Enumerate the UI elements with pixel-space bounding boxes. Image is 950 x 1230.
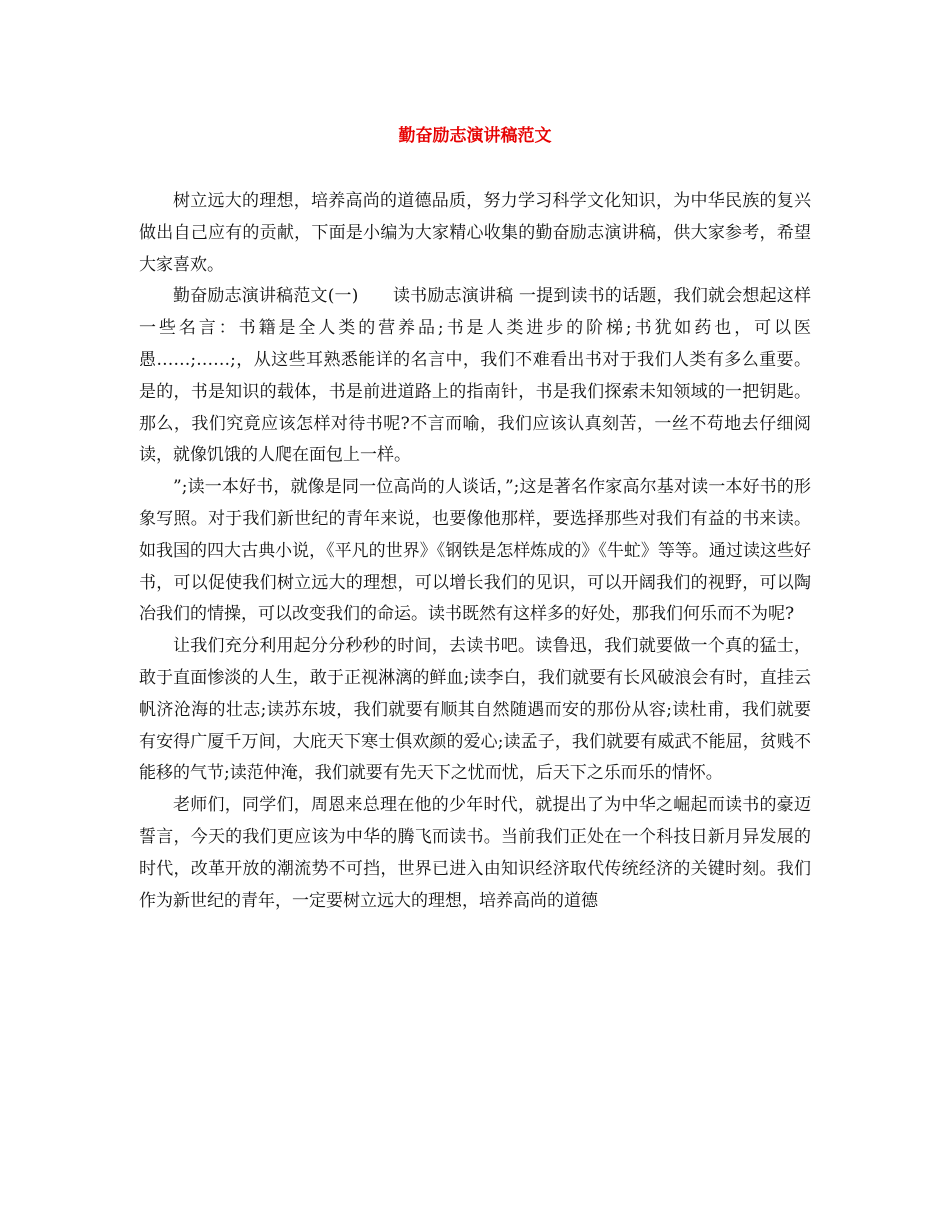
paragraph-intro: 树立远大的理想，培养高尚的道德品质，努力学习科学文化知识，为中华民族的复兴做出自己应有的贡献，下面是小编为大家精心收集的勤奋励志演讲稿，供大家参考，希望大家喜欢。 (139, 191, 811, 275)
paragraph-good-books: ”;读一本好书，就像是同一位高尚的人谈话，”;这是著名作家高尔基对读一本好书的形象写照。对于我们新世纪的青年来说，也要像他那样，要选择那些对我们有益的书来读。如我国的四大古典小说，《平凡的世界》《钢铁是怎样炼成的》《牛虻》等等。通过读这些好书，可以促使我们树立远大的理想，可以增长我们的见识，可以开阔我们的视野，可以陶冶我们的情操，可以改变我们的命运。读书既然有这样多的好处，那我们何乐而不为呢? (139, 477, 811, 625)
document-title: 勤奋励志演讲稿范文 (398, 126, 552, 146)
paragraph-reading-speech: 勤奋励志演讲稿范文(一) 读书励志演讲稿 一提到读书的话题，我们就会想起这样一些名言：书籍是全人类的营养品;书是人类进步的阶梯;书犹如药也，可以医愚……;……;，从这些耳熟悉能详的名言中，我们不难看出书对于我们人类有多么重要。是的，书是知识的载体，书是前进道路上的指南针，书是我们探索未知领域的一把钥匙。那么，我们究竟应该怎样对待书呢?不言而喻，我们应该认真刻苦，一丝不苟地去仔细阅读，就像饥饿的人爬在面包上一样。 (139, 286, 811, 466)
paragraph-teachers-students: 老师们，同学们，周恩来总理在他的少年时代，就提出了为中华之崛起而读书的豪迈誓言，今天的我们更应该为中华的腾飞而读书。当前我们正处在一个科技日新月异发展的时代，改革开放的潮流势不可挡，世界已进入由知识经济取代传统经济的关键时刻。我们作为新世纪的青年，一定要树立远大的理想，培养高尚的道德 (139, 795, 811, 911)
document-body (139, 186, 811, 917)
paragraph-read-authors: 让我们充分利用起分分秒秒的时间，去读书吧。读鲁迅，我们就要做一个真的猛士，敢于直面惨淡的人生，敢于正视淋漓的鲜血;读李白，我们就要有长风破浪会有时，直挂云帆济沧海的壮志;读苏东坡，我们就要有顺其自然随遇而安的那份从容;读杜甫，我们就要有安得广厦千万间，大庇天下寒士俱欢颜的爱心;读孟子，我们就要有威武不能屈，贫贱不能移的气节;读范仲淹，我们就要有先天下之忧而忧，后天下之乐而乐的情怀。 (139, 636, 811, 784)
